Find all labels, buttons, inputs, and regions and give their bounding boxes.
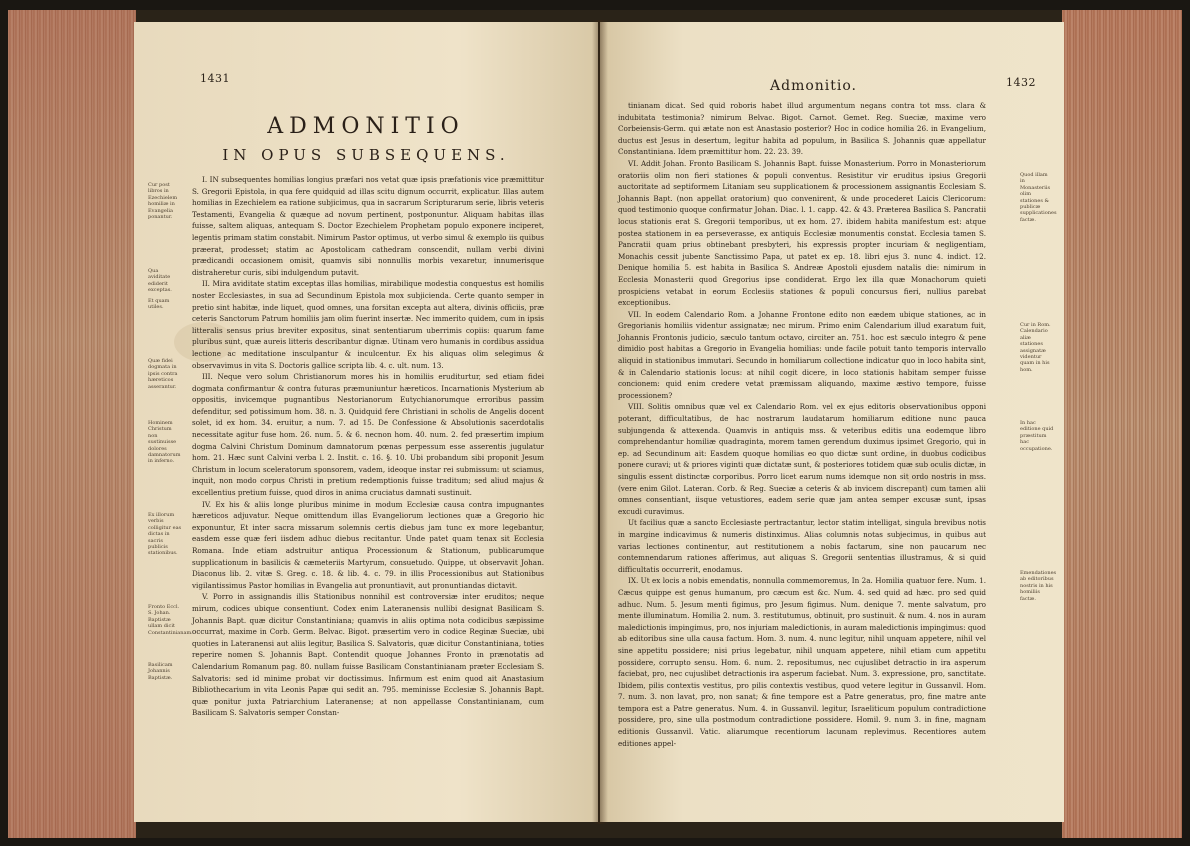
paragraph: V. Porro in assignandis illis Stationibus nonnihil est controversiæ inter eruditos; neque mirum, codices ubique consentiunt. Codex enim Lateranensis nullibi designat Basilicam S. Johannis Bapt. quæ dicitur Constantiniana; quamvis in aliis optima nota codicibus sæpissime occurrat, maxime in Corb. Germ. Belvac. Bigot. præsertim vero in codice Reginæ Sueciæ, ubi quoties in Lateranensi aut aliis legitur, Basilica S. Salvatoris, quæ dicitur Constantiniana, toties reperire nomen S. Johannis Bapt. Contendit quoque Johannes Fronto in prænotatis ad Calendarium Romanum pag. 80. nullam fuisse Basilicam Constantinianam præter Ecclesiam S. Salvatoris: sed id minime probat vir doctissimus. Infirmum est enim quod ait Anastasium Bibliothecarium in vita Leonis Papæ qui sedit an. 795. meminisse Ecclesiæ S. Johannis Bapt. quæ ponitur juxta Patriarchium Lateranense; at non appellasse Constantinianam, cum Basilicam S. Salvatoris semper Constan- [192, 592, 544, 718]
book-gutter [592, 20, 608, 824]
paragraph: II. Mira aviditate statim exceptas illas homilias, mirabilique modestia conquestus est homilis noster Ecclesiastes, in sua ad Secundinum Epistola mox subjicienda. Certe quanto semper in pretio sint habitæ, inde liquet, quod omnes, una forsitan excepta aut altera, divinis officiis, præ ceteris Sanctorum Patrum homiliis jam olim fuerint insertæ. Nec immerito quidem, cum in ipsis litteralis sensus prius breviter expositus, sinat sententiarum uberrimis copiis: quarum fame pluribus sunt, quæ aureis litteris describantur dignæ. Utinam vero humanis in cordibus assidua lectione ac meditatione insculpantur & inculcentur. Ex his aliquas olim selegimus & observavimus in vita S. Doctoris gallice scripta lib. 4. c. ult. num. 13. [192, 279, 544, 370]
margin-note: Fronto Eccl. S. Johan. Baptistæ ullam dicit Constantinianam. [148, 604, 193, 636]
paragraph: Ut facilius quæ a sancto Ecclesiaste pertractantur, lector statim intelligat, singula brevibus notis in margine indicavimus & numeris distinximus. Alias columnis notas subjecimus, in quibus aut varias lectiones continentur, aut restitutionem a nobis factarum, sine non paucarum nec contemnendarum rationes afferimus, aut aliquas S. Gregorii sententias illustramus, & si quid difficultatis occurrerit, enodamus. [618, 518, 986, 574]
margin-note: Cur post libros in Ezechielem homiliæ in Evangelia ponantur. [148, 182, 178, 221]
page-number: 1431 [200, 72, 230, 85]
left-page [134, 22, 598, 822]
paragraph: VII. In eodem Calendario Rom. a Johanne Frontone edito non eædem ubique stationes, ac in Gregorianis homiliis videntur assignatæ; nec mirum. Primo enim Calendarium illud exaratum fuit, Johannis Frontonis judicio, sæculo tantum octavo, circiter an. 751. hoc est sæculo integro & pene dimidio post habitas a Gregorio in Evangelia homilias: unde facile potuit tanto temporis intervallo aliquid in stationibus immutari. Secundo in homiliarum collectione indicatur quo in loco habita sint, & in Calendario stationis locus: at nihil cogit dicere, in loco stationis habitam semper fuisse concionem: quid enim credere vetat præmissam aliquando, maxime æstivo tempore, fuisse processionem? [618, 309, 986, 400]
page-subtitle: IN OPUS SUBSEQUENS. [222, 146, 510, 164]
page-number: 1432 [1006, 76, 1036, 89]
margin-note: Cur in Rom. Calendario aliæ stationes assignatæ videntur quam in his hom. [1020, 322, 1051, 373]
left-page-edges [8, 10, 136, 838]
paragraph: IX. Ut ex locis a nobis emendatis, nonnulla commemoremus, In 2a. Homilia quatuor fere. Num. 1. Cæcus quippe est genus humanum, pro cæcum est &c. Num. 4. sed quid ad hæc. pro sed quid adhuc. Num. 5. Jesum menti figimus, pro Jesum figimus. Num. denique 7. mente salvatum, pro mente illuminatum. Homilia 2. num. 3. restitutumus, obtinuit, pro sustinuit. & num. 4. nos in auram maledictionis impingimus, pro, nos injuriam maledictionis, in auram maledictionis impingimus: quod ab editoribus sine ulla causa factum. Hom. 3. num. 4. nunc legitur, nihil unquam appetere, nihil vel sine appetitu possidere; nisi prius legebatur, nihil unquam appetere, nihil etiam cum appetitu possidere, corrupto sensu. Hom. 6. num. 2. repositumus, nec cujuslibet detractio in ira asperum faciebat, pro, nec cujuslibet detractionis ira asperum faciebat. Num. 3. expressione, pro, sanctitate. Ibidem, pilis contextis vestitus, pro pilis contextis vestibus, quod vetere legitur in Gussanvil. Hom. 7. num. 3. non lavat, pro, non sanat; & fine tempore est a Patre generatus, pro, fine matre ante tempora est a Patre generatus. Num. 4. in Gussanvil. legitur, Israeliticum populum contradictione possidere, pro, sine ulla postmodum contradictione possidere. Homil. 9. num 3. in fine, magnam editionis Gussanvil. Vatic. aliarumque recentiorum lacunam replevimus. Recentiores autem editiones appel- [618, 576, 986, 748]
margin-note: Et quam utiles. [148, 298, 170, 311]
margin-note: In hac editione quid præstitum hac occupatione. [1020, 420, 1054, 452]
right-page [600, 22, 1064, 822]
running-head: Admonitio. [770, 78, 858, 94]
margin-note: Ex illorum verbis colligitur eas dictas in sacris publicis stationibus. [148, 512, 182, 557]
margin-note: Hominem Christum non sustinuisse dolores damnatorum in inferno. [148, 420, 181, 465]
margin-note: Basilicam Johannis Baptistæ. [148, 662, 173, 681]
paragraph: III. Neque vero solum Christianorum mores his in homiliis eruditurtur, sed etiam fidei dogmata confirmantur & contra futuras præmuniuntur hæreticos. Incarnationis Mysterium ab oppositis, invicemque pugnantibus Nestorianorum Eutychianorumque erroribus passim defenditur, sed potissimum hom. 38. n. 3. Quidquid fere Christiani in scholis de Angelis docent solet, id ex hom. 34. eruitur, a num. 7. ad 15. De Confessione & Absolutionis sacerdotalis necessitate agitur fuse hom. 26. num. 5. & 6. necnon hom. 40. num. 2. fed præsertim impium dogma Calvini Christum Dominum damnatorum pœnas perpessum esse asserentis jugulatur hom. 21. Hæc sunt Calvini verba l. 2. Instit. c. 16. §. 10. Ubi probandum sibi proponit Jesum Christum in locum sceleratorum sponsorem, vadem, ideoque instar rei submissum: ut sciamus, inquit, non modo corpus Christi in pretium redemptionis fuisse traditum; sed aliud majus & excellentius pretium fuisse, quod diros in anima cruciatus damnati sustinuit. [192, 372, 544, 498]
margin-note: Qua aviditate ediderit exceptas. [148, 268, 172, 294]
left-body-text [192, 174, 544, 719]
paragraph: VIII. Solitis omnibus quæ vel ex Calendario Rom. vel ex ejus editoris observationibus opponi poterant, difficultatibus, de hac nostrarum laudatarum homiliarum editione nunc pauca subjungenda & attexenda. Quamvis in antiquis mss. & veteribus editis una eodemque libro comprehendantur homiliæ quadraginta, morem tamen gerendum duximus ipsimet Gregorio, qui in ep. ad Secundinum ait: Easdem quoque homilias eo quo dictæ sunt ordine, in duobus codicibus ponere curavi; ut & priores viginti quæ dictatæ sunt, & posteriores totidem quæ sub oculis dictæ, in singulis essent distinctæ corporibus. Porro licet earum nums idemque non sit ordo nostris in mss. (vere enim Gilot. Lateran. Corb. & Reg. Sueciæ a ceteris & ab invicem discrepant) cum tamen alii omnes consentiant, iisque vetustiores, eadem serie quæ jam antea semper excusæ sunt, ipsas excudi curavimus. [618, 402, 986, 516]
paragraph: I. IN subsequentes homilias longius præfari nos vetat quæ ipsis præfationis vice præmittitur S. Gregorii Epistola, in qua fere quidquid ad illas scitu dignum occurrit, explicatur. Illas autem homilias in Ezechielem ea ratione subjicimus, qua in sacrarum Scripturarum serie, libris veteris Testamenti, Evangelia & quæque ad novum pertinent, postponuntur. Aliquam habitas illas fuisse, saltem aliquas, antequam S. Doctor Ezechielem Prophetam populo exponere inciperet, legentis primam statim constabit. Nimirum Pastor optimus, ut verbo simul & exemplo iis quibus præerat, prodesset; statim ac Apostolicam cathedram conscendit, nullam verbi divini prædicandi occasionem omisit, quamvis sibi nonnullis morbis vexaretur, innumerisque distraheretur curis, sibi indulgendum putavit. [192, 175, 544, 277]
margin-note: Quæ fidei dogmata in ipsis contra hæreticos asserantur. [148, 358, 178, 390]
right-page-edges [1062, 10, 1182, 838]
paragraph: VI. Addit Johan. Fronto Basilicam S. Johannis Bapt. fuisse Monasterium. Porro in Monasteriorum oratoriis olim non fieri stationes & populi conventus. Resistitur vir eruditus ipsius Gregorii auctoritate ad septiformem Litaniam seu supplicationem & processionem assignantis Ecclesiam S. Johannis Bapt. (non appellat oratorium) quo convenirent, & unde procederet Laicis Clericorum: quod testimonio quoque confirmatur Johan. Diac. l. 1. capp. 42. & 43. Præterea Basilica S. Pancratii locus stationis erat S. Gregorii temporibus, ut ex hom. 27. ibidem habita manifestum est: atque postea stationem in ea perseverasse, ex antiquis Ecclesiæ monumentis constat. Ecclesia tamen S. Pancratii quam prius obtinebant presbyteri, his expressis propter incuriam & negligentiam, Monachis cessit jubente Sanctissimo Papa, ut patet ex ep. 18. libri ejus 3. nunc 4. indict. 12. Denique homilia 5. est habita in Basilica S. Andreæ Apostoli ejusdem natalis die: nimirum in Ecclesia Monasterii quod Gregorius ipse condiderat. Ergo lex illa quæ Monachorum quieti prospiciens vetabat in eorum Ecclesiis stationes & populi concursus fieri, nullius parebat exceptionibus. [618, 158, 986, 308]
page-title: ADMONITIO [267, 114, 465, 139]
margin-note: Quod illam in Monasteriis olim stationes & publicæ supplicationes factæ. [1020, 172, 1057, 223]
paragraph: IV. Ex his & aliis longe pluribus minime in modum Ecclesiæ causa contra impugnantes hæreticos adjuvatur. Neque omittendum illas Evangeliorum lectiones quæ a Gregorio hic exponuntur, Et inter sacra missarum solemnis certis diebus jam tunc ex more legebantur, easdem esse quæ feri iisdem adhuc diebus recitantur. Unde patet quam tenax sit Ecclesia Romana. Inde etiam adstruitur antiqua Processionum & Stationum, publicarumque supplicationum in basilicis & cæmeteriis Martyrum, consuetudo. Quippe, ut observavit Johan. Diaconus lib. 2. vitæ S. Greg. c. 18. & lib. 4. c. 79. in illis Processionibus aut Stationibus vigilantissimus Pastor homilias in Evangelia aut pronuntiavit, aut pronuntiandas dictavit. [192, 499, 544, 590]
paragraph: tinianam dicat. Sed quid roboris habet illud argumentum negans contra tot mss. clara & indubitata testimonia? nimirum Belvac. Bigot. Carnot. Gemet. Reg. Sueciæ, maxime vero Corbeiensis-Germ. qui ætate non est Anastasio posterior? Hoc in codice homilia 26. in Evangelium, ductus est Jesus in desertum, legitur habita ad populum, in Basilica S. Johannis quæ appellatur Constantiniana. Idem præmittitur hom. 22. 23. 39. [618, 101, 986, 157]
margin-note: Emendationes ab editoribus nostris in his homiliis factæ. [1020, 570, 1057, 602]
right-body-text [618, 100, 986, 749]
